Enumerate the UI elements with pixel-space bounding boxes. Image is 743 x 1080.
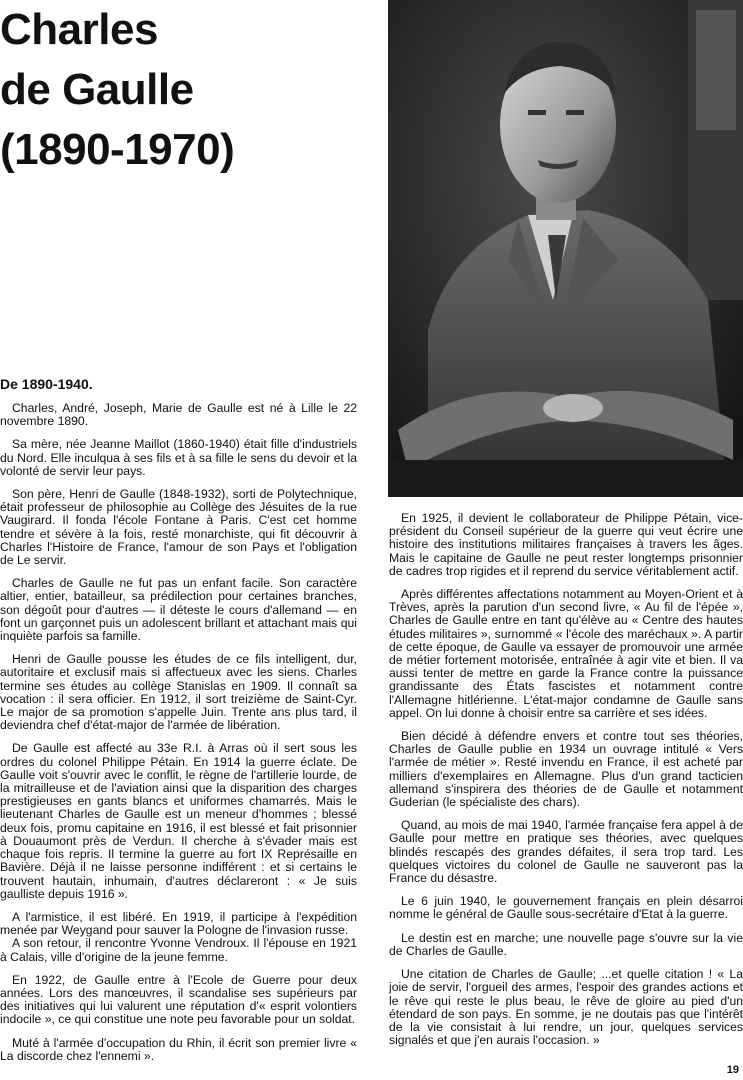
paragraph: Le destin est en marche; une nouvelle page s'ouvre sur la vie de Charles de Gaulle. <box>389 930 743 958</box>
paragraph: Le 6 juin 1940, le gouvernement français en plein désarroi nomme le général de Gaulle sous-secrétaire d'Etat à la guerre. <box>389 894 743 922</box>
paragraph: En 1925, il devient le collaborateur de Philippe Pétain, vice-président du Conseil supérieur de la guerre qui veut écrire une histoire des institutions militaires françaises à travers les âges. Mais le capitaine de Gaulle ne peut rester longtemps prisonnier de cadres trop rigides et il reprend du service véritablement actif. <box>389 511 743 578</box>
paragraph: Charles, André, Joseph, Marie de Gaulle est né à Lille le 22 novembre 1890. <box>0 401 357 429</box>
paragraph: Son père, Henri de Gaulle (1848-1932), sorti de Polytechnique, était professeur de philosophie au Collège des Jésuites de la rue Vaugirard. Il fonda l'école Fontane à Paris. C'est cet homme tendre et sévère à la fois, resté monarchiste, qui fit découvrir à Charles l'Histoire de France, l'amour de son Pays et l'obligation de Le servir. <box>0 487 357 568</box>
paragraph: Henri de Gaulle pousse les études de ce fils intelligent, dur, autoritaire et exclusif mais si affectueux avec les siens. Charles termine ses études au collège Stanislas en 1909. Il connaît sa vocation : il sera officier. En 1912, il sort treizième de Saint-Cyr. Le major de sa promotion s'appelle Juin. Trente ans plus tard, il deviendra chef d'état-major de l'armée de libération. <box>0 652 357 733</box>
section-heading: De 1890-1940. <box>0 376 93 392</box>
paragraph: A l'armistice, il est libéré. En 1919, il participe à l'expédition menée par Weygand pour sauver la Pologne de l'invasion russe. <box>0 909 357 938</box>
title-line-1: Charles <box>0 5 158 54</box>
title-line-3: (1890-1970) <box>0 125 235 174</box>
article-title <box>0 0 360 180</box>
page-number: 19 <box>726 1064 739 1076</box>
paragraph: A son retour, il rencontre Yvonne Vendroux. Il l'épouse en 1921 à Calais, ville d'origine de la jeune femme. <box>0 936 357 964</box>
paragraph: Charles de Gaulle ne fut pas un enfant facile. Son caractère altier, entier, batailleur, sa prédilection pour certaines branches, son dégoût pour d'autres — il déteste le cours d'allemand — en font un garçonnet puis un adolescent brillant et attachant mais qui inquiète parfois sa famille. <box>0 576 357 644</box>
right-column <box>389 512 743 1057</box>
paragraph: Bien décidé à défendre envers et contre tout ses théories, Charles de Gaulle publie en 1934 un ouvrage intitulé « Vers l'armée de métier ». Resté invendu en France, il est acheté par milliers d'exemplaires en Allemagne. Plus d'un grand tacticien allemand s'inspirera des théories de de Gaulle et notamment Guderian (le spécialiste des chars). <box>389 729 743 810</box>
title-line-2: de Gaulle <box>0 65 194 114</box>
paragraph: En 1922, de Gaulle entre à l'Ecole de Guerre pour deux années. Lors des manœuvres, il scandalise ses supérieurs par des initiatives qui lui valurent une réputation d'« esprit volontiers indocile », ce qui constitue une note peu favorable pour un soldat. <box>0 972 357 1027</box>
paragraph: Une citation de Charles de Gaulle; ...et quelle citation ! « La joie de servir, l'orgueil des armes, l'espoir des grandes actions et le rêve qui reste le plus beau, le rêve de gloire au pied d'un étendard de son pays. En somme, je ne doutais pas que l'intérêt de la vie consistait à lui rendre, un jour, quelques services signalés et que j'en aurais l'occasion. » <box>389 967 743 1048</box>
paragraph: Muté à l'armée d'occupation du Rhin, il écrit son premier livre « La discorde chez l'ennemi ». <box>0 1035 357 1063</box>
left-column <box>0 377 357 1073</box>
paragraph: Sa mère, née Jeanne Maillot (1860-1940) était fille d'industriels du Nord. Elle inculqua à ses fils et à sa fille le sens du devoir et la volonté de servir leur pays. <box>0 437 357 478</box>
paragraph: Après différentes affectations notamment au Moyen-Orient et à Trèves, après la parution d'un second livre, « Au fil de l'épée », Charles de Gaulle entre en tant qu'élève au « Centre des hautes études militaires », surnommé « l'école des maréchaux ». A partir de cette époque, de Gaulle va essayer de promouvoir une armée de métier fortement motorisée, entraînée à agir vite et bien. Il va aussi tenter de mettre en garde la France contre la puissance grandissante des États fascistes et notamment contre l'Allemagne hitlérienne. L'état-major condamne de Gaulle sans appel. On lui donne à choisir entre sa carrière et ses idées. <box>389 587 743 720</box>
portrait-photo <box>388 0 743 497</box>
paragraph: De Gaulle est affecté au 33e R.I. à Arras où il sert sous les ordres du colonel Philippe Pétain. En 1914 la guerre éclate. De Gaulle voit s'ouvrir avec le conflit, le règne de l'artillerie lourde, de la mitrailleuse et de l'aviation ainsi que la disparition des charges prestigieuses en gants blancs et uniformes chamarrés. Mais le lieutenant Charles de Gaulle est un meneur d'hommes ; blessé deux fois, promu capitaine en 1916, il est blessé et fait prisonnier à Douaumont près de Verdun. Il cherche à s'évader mais est chaque fois repris. Il termine la guerre au fort IX Représaille en Bavière. Déjà il ne laisse personne indifférent : et si certains le trouvent hautain, inhumain, d'autres déclareront : « Je suis gaulliste depuis 1916 ». <box>0 741 357 901</box>
paragraph: Quand, au mois de mai 1940, l'armée française fera appel à de Gaulle pour mettre en pratique ses théories, avec quelques blindés rescapés des grandes défaites, il sera trop tard. Les quelques victoires du colonel de Gaulle ne sauveront pas la France du désastre. <box>389 818 743 886</box>
